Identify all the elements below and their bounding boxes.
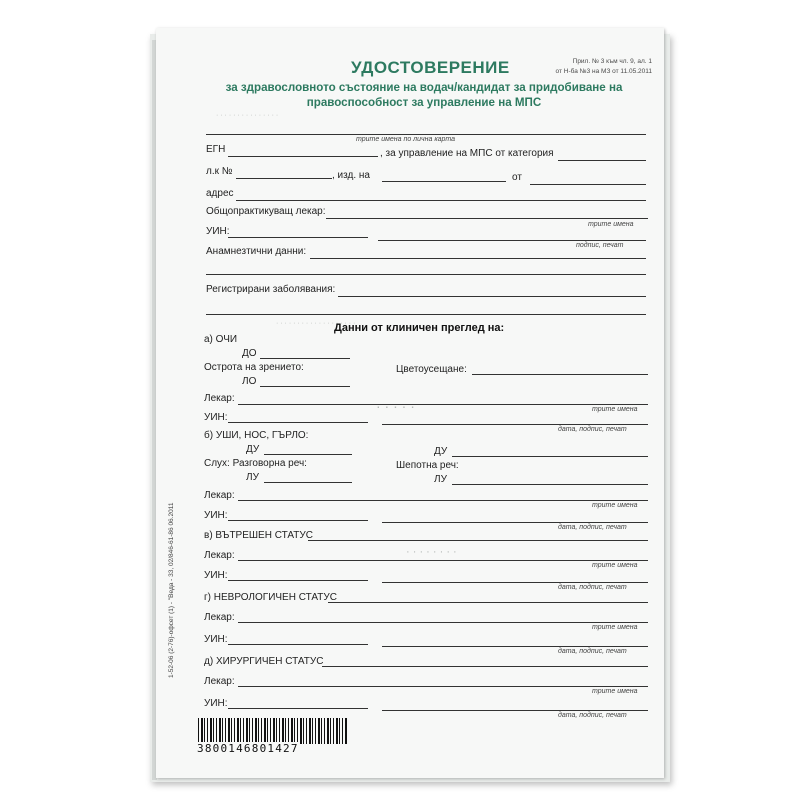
eyes-uin-label: УИН: [204,412,228,423]
internal-names-hint: трите имена [592,562,638,569]
anamnesis-label: Анамнезтични данни: [206,246,307,257]
barcode [198,718,348,744]
registered-label: Регистрирани заболявания: [206,284,336,295]
ghost-print: · · · · · · · · · · · · · · · [216,112,279,119]
surgical-names-hint: трите имена [592,688,638,695]
eyes-doctor-field[interactable] [238,404,648,405]
gp-label: Общопрактикуващ лекар: [206,206,326,217]
gp-uin-label: УИН: [206,226,230,237]
internal-field[interactable] [308,540,648,541]
hearing-label: Слух: Разговорна реч: [204,458,307,469]
eyes-left-label: ЛО [242,376,257,387]
internal-sign-line[interactable] [382,582,648,583]
gp-uin-field[interactable] [228,237,368,238]
category-field[interactable] [558,160,646,161]
surgical-sign-hint: дата, подпис, печат [558,712,627,719]
neuro-names-hint: трите имена [592,624,638,631]
internal-doctor-label: Лекар: [204,550,235,561]
ghost-print: · · · · · · · · · · · · · · · · · · · [276,320,356,327]
gp-sign-line[interactable] [378,240,646,241]
eyes-doctor-label: Лекар: [204,393,235,404]
internal-doctor-field[interactable] [238,560,648,561]
registered-field[interactable] [338,296,646,297]
ghost-print: · · · · · [376,398,415,414]
ent-right-field-2[interactable] [452,456,648,457]
ent-doctor-label: Лекар: [204,490,235,501]
ent-uin-label: УИН: [204,510,228,521]
eyes-sign-hint: дата, подпис, печат [558,426,627,433]
ent-right-field[interactable] [264,454,352,455]
ent-section: б) УШИ, НОС, ГЪРЛО: [204,430,309,441]
neuro-section: г) НЕВРОЛОГИЧЕН СТАТУС [204,592,337,603]
internal-uin-field[interactable] [228,580,368,581]
eyes-right-field[interactable] [260,358,350,359]
gp-sign-hint: подпис, печат [576,242,624,249]
neuro-field[interactable] [328,602,648,603]
id-card-field[interactable] [236,178,332,179]
gp-names-hint: трите имена [588,221,634,228]
name-line[interactable] [206,134,646,135]
ent-left-field-2[interactable] [452,484,648,485]
neuro-doctor-field[interactable] [238,622,648,623]
neuro-uin-field[interactable] [228,644,368,645]
ent-left-label-2: ЛУ [434,474,447,485]
color-field[interactable] [472,374,648,375]
eyes-sign-line[interactable] [382,424,648,425]
eyes-left-field[interactable] [260,386,350,387]
internal-uin-label: УИН: [204,570,228,581]
ent-left-label: ЛУ [246,472,259,483]
ghost-print: · · · · · · · · [406,546,457,558]
ent-left-field[interactable] [264,482,352,483]
ent-right-label-2: ДУ [434,446,448,457]
eyes-names-hint: трите имена [592,406,638,413]
eyes-uin-field[interactable] [228,422,368,423]
names-hint: трите имена по лична карта [356,136,456,143]
ent-sign-hint: дата, подпис, печат [558,524,627,531]
surgical-section: д) ХИРУРГИЧЕН СТАТУС [204,656,324,667]
address-field[interactable] [236,200,646,201]
ent-names-hint: трите имена [592,502,638,509]
form-sheet [156,28,664,778]
surgical-uin-field[interactable] [228,708,368,709]
barcode-number: 3800146801427 [197,742,299,755]
issued-field[interactable] [382,181,506,182]
internal-section: в) ВЪТРЕШЕН СТАТУС [204,530,313,541]
from-field[interactable] [530,184,646,185]
acuity-label: Острота на зрението: [204,362,304,373]
egn-field[interactable] [228,156,378,157]
neuro-uin-label: УИН: [204,634,228,645]
surgical-doctor-label: Лекар: [204,676,235,687]
surgical-doctor-field[interactable] [238,686,648,687]
regulation-ref-line2: от Н-ба №3 на МЗ от 11.05.2011 [555,68,652,75]
internal-sign-hint: дата, подпис, печат [558,584,627,591]
category-label: , за управление на МПС от категория [380,148,554,159]
neuro-sign-hint: дата, подпис, печат [558,648,627,655]
ent-doctor-field[interactable] [238,500,648,501]
address-label: адрес [206,188,234,199]
id-card-label: л.к № [206,166,233,177]
surgical-sign-line[interactable] [382,710,648,711]
neuro-doctor-label: Лекар: [204,612,235,623]
printer-imprint: 1-52-06 (2-76)-офсет (1) - "Веда - 33, 02/846-61-86 06.2011 [168,502,175,678]
surgical-field[interactable] [322,666,648,667]
eyes-section: а) ОЧИ [204,334,238,345]
neuro-sign-line[interactable] [382,646,648,647]
issued-label: , изд. на [332,170,370,181]
from-label: от [512,172,522,183]
form-subtitle: за здравословното състояние на водач/кандидат за придобиване на правоспособност за управление на МПС [225,81,623,109]
form-title: УДОСТОВЕРЕНИЕ [351,58,510,77]
eyes-right-label: ДО [242,348,257,359]
clinical-heading: Данни от клиничен преглед на: [334,322,505,334]
ent-right-label: ДУ [246,444,260,455]
color-label: Цветоусещане: [396,364,467,375]
regulation-ref-line1: Прил. № 3 към чл. 9, ал. 1 [572,58,652,65]
anamnesis-field-2[interactable] [206,274,646,275]
egn-label: ЕГН [206,144,226,155]
ent-uin-field[interactable] [228,520,368,521]
registered-field-2[interactable] [206,314,646,315]
whisper-label: Шепотна реч: [396,460,459,471]
surgical-uin-label: УИН: [204,698,228,709]
ent-sign-line[interactable] [382,522,648,523]
anamnesis-field[interactable] [310,258,646,259]
gp-field[interactable] [326,218,648,219]
